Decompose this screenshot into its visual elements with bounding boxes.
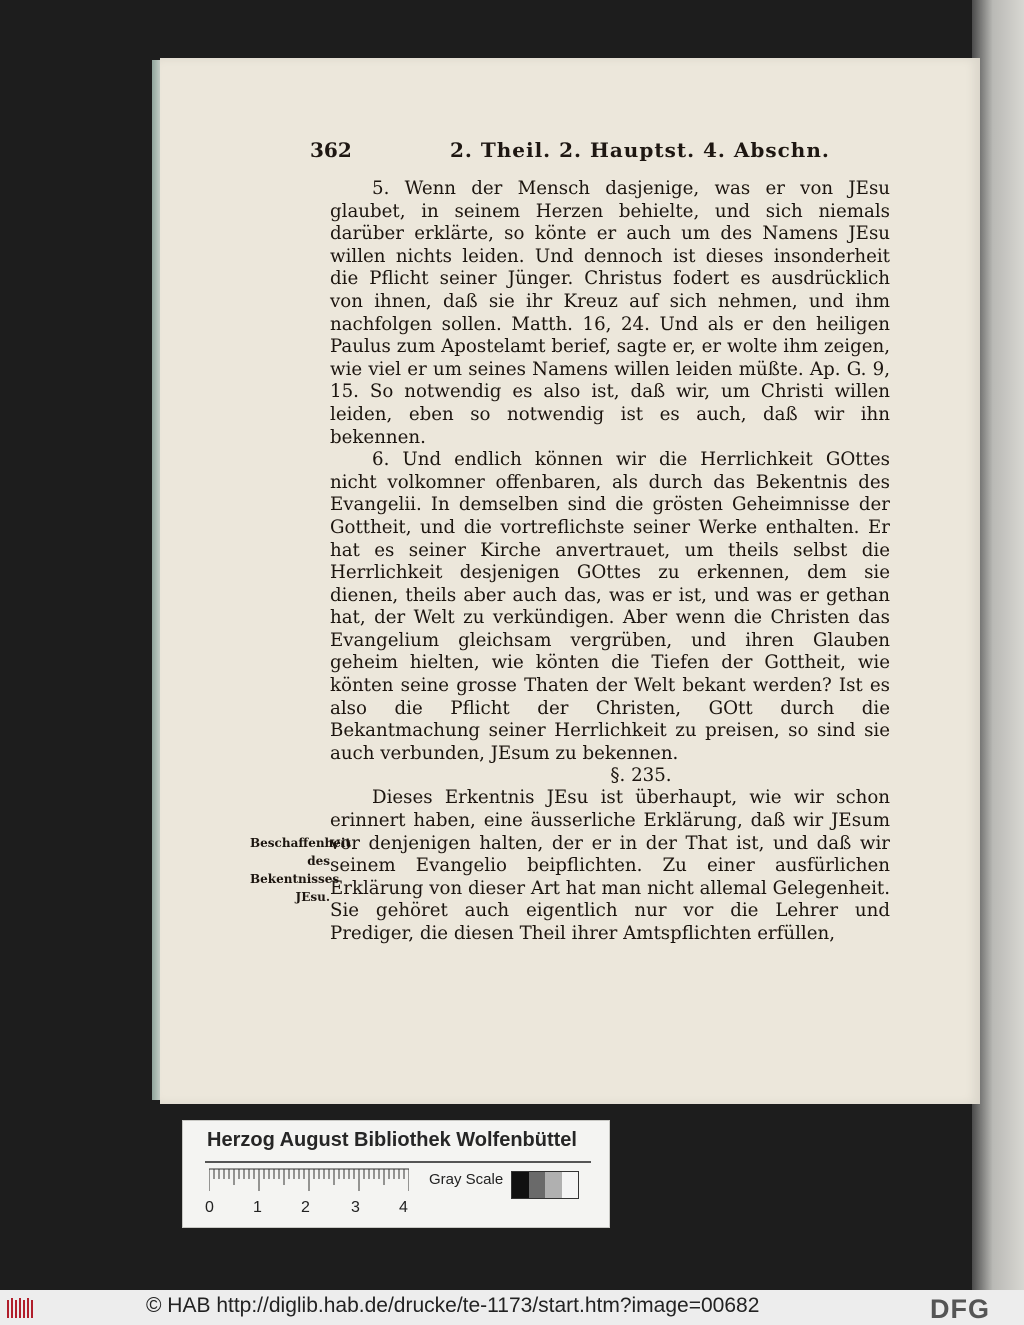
paragraph-6: 6. Und endlich können wir die Herrlichkeit GOttes nicht volkomner offenbaren, als durch das Bekentnis des Evangelii. In demselben sind die grösten Geheimnisse der Gottheit, und die vortreflichste seiner Werke enthalten. Er hat es seiner Kirche anvertrauet, um theils selbst die Herrlichkeit desjenigen GOttes zu erkennen, dem sie dienen, theils aber auch das, was er ist, und was er gethan hat, der Welt zu verkündigen. Aber wenn die Christen das Evangelium gleichsam vergrüben, und ihren Glauben geheim hielten, wie könten die Tiefen der Gottheit, wie könten seine grosse Thaten der Welt bekant werden? Ist es also die Pflicht der Christen, GOtt durch die Bekantmachung seiner Herrlichkeit zu preisen, so sind sie auch verbunden, JEsum zu bekennen. bbox=[330, 449, 890, 764]
gray-swatch bbox=[529, 1172, 546, 1198]
ruler-number: 0 bbox=[205, 1199, 214, 1216]
footer-copyright-url[interactable]: © HAB http://diglib.hab.de/drucke/te-1173/start.htm?image=00682 bbox=[146, 1294, 760, 1317]
ruler-number: 4 bbox=[399, 1199, 408, 1216]
gray-swatch bbox=[545, 1172, 562, 1198]
ruler-numbers bbox=[205, 1199, 415, 1221]
book-page bbox=[160, 58, 980, 1104]
ruler-number: 1 bbox=[253, 1199, 262, 1216]
dfg-logo: DFG bbox=[930, 1294, 990, 1324]
footer-bar bbox=[0, 1290, 1024, 1325]
ruler-number: 2 bbox=[301, 1199, 310, 1216]
section-heading: §. 235. bbox=[610, 765, 672, 787]
library-name: Herzog August Bibliothek Wolfenbüttel bbox=[207, 1129, 577, 1151]
gray-swatch bbox=[512, 1172, 529, 1198]
gray-swatch bbox=[562, 1172, 579, 1198]
section-paragraph: Dieses Erkentnis JEsu ist überhaupt, wie wir schon erinnert haben, eine äusserliche Erklärung, daß wir JEsum vor denjenigen halten, der er in der That ist, und daß wir seinem Evangelio beipflichten. Zu einer ausfürlichen Erklärung von dieser Art hat man nicht allemal Gelegenheit. Sie gehöret auch eigentlich nur vor die Lehrer und Prediger, die diesen Theil ihrer Amtspflichten erfüllen, bbox=[330, 787, 890, 944]
running-head-title: 2. Theil. 2. Hauptst. 4. Abschn. bbox=[450, 138, 830, 162]
body-text bbox=[330, 178, 890, 946]
paragraph-5: 5. Wenn der Mensch dasjenige, was er von JEsu glaubet, in seinem Herzen behielte, und sich niemals darüber erklärte, so könte er auch um des Namens JEsu willen nichts leiden. Und dennoch ist dieses insonderheit die Pflicht seiner Jünger. Christus fodert es ausdrücklich von ihnen, daß sie ihr Kreuz auf sich nehmen, und ihm nachfolgen sollen. Matth. 16, 24. Und als er den heiligen Paulus zum Apostelamt berief, sagte er, er wolte ihm zeigen, wie viel er um seines Namens willen leiden müßte. Ap. G. 9, 15. So notwendig es also ist, daß wir, um Christi willen leiden, eben so notwendig ist es auch, daß wir ihn bekennen. bbox=[330, 178, 890, 448]
gray-scale-label: Gray Scale bbox=[429, 1171, 504, 1188]
card-divider bbox=[205, 1161, 591, 1163]
ruler-scale bbox=[209, 1167, 409, 1195]
marginal-note: Beschaffenheit des Bekentnisses JEsu. bbox=[250, 836, 352, 904]
page-number: 362 bbox=[310, 138, 352, 162]
color-scale-card bbox=[182, 1120, 610, 1228]
ruler-number: 3 bbox=[351, 1199, 360, 1216]
running-head bbox=[310, 138, 930, 164]
hab-logo-icon bbox=[6, 1296, 36, 1320]
gray-scale-swatches bbox=[511, 1171, 579, 1199]
